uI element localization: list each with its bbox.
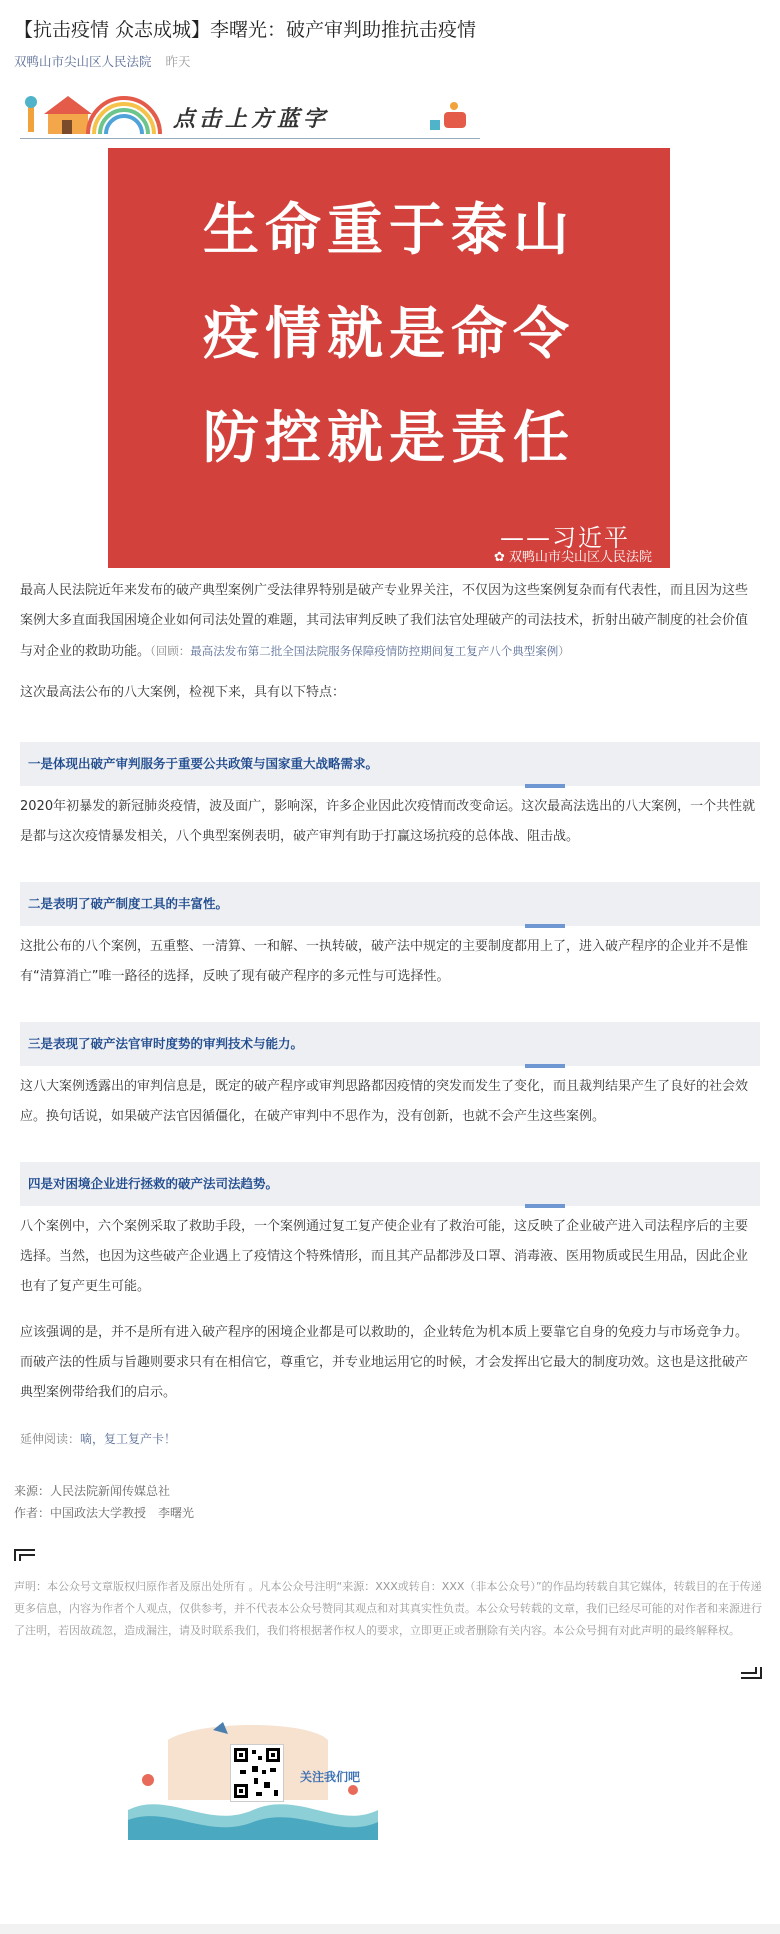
qr-code-icon	[231, 1745, 283, 1801]
source-credit: 来源：人民法院新闻传媒总社	[14, 1484, 171, 1498]
point1-paragraph: 2020年初暴发的新冠肺炎疫情，波及面广，影响深，许多企业因此次疫情而改变命运。这次最高法选出的八大案例，一个共性就是都与这次疫情暴发相关，八个典型案例表明，破产审判有助于打赢这场抗疫的总体战、阻击战。	[20, 799, 756, 844]
article-title: 【抗击疫情 众志成城】李曙光：破产审判助推抗击疫情	[14, 19, 477, 41]
section-heading-1	[20, 742, 760, 786]
summary-paragraph: 这次最高法公布的八大案例，检视下来，具有以下特点：	[20, 685, 346, 700]
page-bottom-bar	[0, 1924, 780, 1934]
poster-watermark	[494, 546, 652, 565]
author-credit: 作者：中国政法大学教授 李曙光	[14, 1506, 195, 1520]
publish-date: 昨天	[165, 54, 191, 69]
follow-us-text: 关注我们吧	[300, 1770, 361, 1784]
section-heading-1-text: 一是体现出破产审判服务于重要公共政策与国家重大战略需求。	[28, 756, 379, 771]
poster-line-1: 生命重于泰山	[203, 198, 575, 263]
section-heading-3-text: 三是表现了破产法官审时度势的审判技术与能力。	[28, 1036, 304, 1051]
poster-line-2: 疫情就是命令	[203, 302, 575, 367]
follow-banner	[18, 92, 480, 144]
review-link[interactable]: 最高法发布第二批全国法院服务保障疫情防控期间复工复产八个典型案例	[190, 644, 559, 658]
heading-underline	[525, 1064, 565, 1068]
point3-paragraph: 这八大案例透露出的审判信息是，既定的破产程序或审判思路都因疫情的突发而发生了变化，而且裁判结果产生了良好的社会效应。换句话说，如果破产法官因循僵化，在破产审判中不思作为，没有创新，也就不会产生这些案例。	[20, 1079, 749, 1124]
review-note	[150, 644, 570, 658]
slogan-poster-image	[108, 148, 670, 568]
heading-underline	[525, 1204, 565, 1208]
account-name-link[interactable]: 双鸭山市尖山区人民法院	[14, 54, 152, 69]
quote-close-icon	[740, 1666, 762, 1680]
conclusion-paragraph: 应该强调的是，并不是所有进入破产程序的困境企业都是可以救助的，企业转危为机本质上要靠它自身的免疫力与市场竞争力。而破产法的性质与旨趣则要求只有在相信它，尊重它，并专业地运用它的时候，才会发挥出它最大的制度功效。这也是这批破产典型案例带给我们的启示。	[20, 1325, 749, 1400]
point2-paragraph: 这批公布的八个案例，五重整、一清算、一和解、一执转破，破产法中规定的主要制度都用上了，进入破产程序的企业并不是惟有“清算消亡”唯一路径的选择，反映了现有破产程序的多元性与可选择性。	[20, 939, 749, 984]
section-heading-4	[20, 1162, 760, 1206]
banner-text: 点击上方蓝字	[173, 107, 330, 132]
review-prefix: （回顾：	[150, 644, 191, 658]
banner-divider	[20, 138, 480, 139]
qr-code-image[interactable]	[230, 1744, 284, 1802]
follow-qr-card	[128, 1720, 378, 1840]
review-suffix: ）	[558, 644, 570, 658]
extended-reading	[20, 1430, 176, 1447]
section-heading-2	[20, 882, 760, 926]
article-meta	[14, 52, 191, 70]
extended-reading-label: 延伸阅读：	[20, 1432, 81, 1446]
poster-line-3: 防控就是责任	[203, 406, 575, 471]
disclaimer-text: 声明：本公众号文章版权归原作者及原出处所有 。凡本公众号注明“来源：XXX或转自：XXX（非本公众号）”的作品均转载自其它媒体，转载目的在于传递更多信息，内容为作者个人观点，仅供参考，并不代表本公众号赞同其观点和对其真实性负责。本公众号转载的文章，我们已经尽可能的对作者和来源进行了注明，若因故疏忽，造成漏注，请及时联系我们，我们将根据著作权人的要求，立即更正或者删除有关内容。本公众号拥有对此声明的最终解释权。	[14, 1580, 762, 1637]
quote-open-icon	[14, 1548, 36, 1562]
section-heading-4-text: 四是对困境企业进行拯救的破产法司法趋势。	[28, 1176, 279, 1191]
intro-text: 最高人民法院近年来发布的破产典型案例广受法律界特别是破产专业界关注，不仅因为这些案例复杂而有代表性，而且因为这些案例大多直面我国困境企业如何司法处置的难题，其司法审判反映了我们法官处理破产的司法技术，折射出破产制度的社会价值与对企业的救助功能。	[20, 583, 749, 659]
section-heading-3	[20, 1022, 760, 1066]
intro-paragraph	[20, 576, 760, 667]
heading-underline	[525, 924, 565, 928]
extended-reading-link[interactable]: 嘀，复工复产卡！	[80, 1432, 177, 1446]
poster-signature: ——习近平	[500, 524, 630, 552]
wechat-icon: ✿	[493, 550, 509, 565]
heading-underline	[525, 784, 565, 788]
section-heading-2-text: 二是表明了破产制度工具的丰富性。	[28, 896, 229, 911]
point4-paragraph: 八个案例中，六个案例采取了救助手段，一个案例通过复工复产使企业有了救治可能，这反映了企业破产进入司法程序后的主要选择。当然，也因为这些破产企业遇上了疫情这个特殊情形，而且其产品都涉及口罩、消毒液、医用物质或民生用品，因此企业也有了复产更生可能。	[20, 1219, 749, 1294]
poster-watermark-text: 双鸭山市尖山区人民法院	[508, 550, 652, 565]
